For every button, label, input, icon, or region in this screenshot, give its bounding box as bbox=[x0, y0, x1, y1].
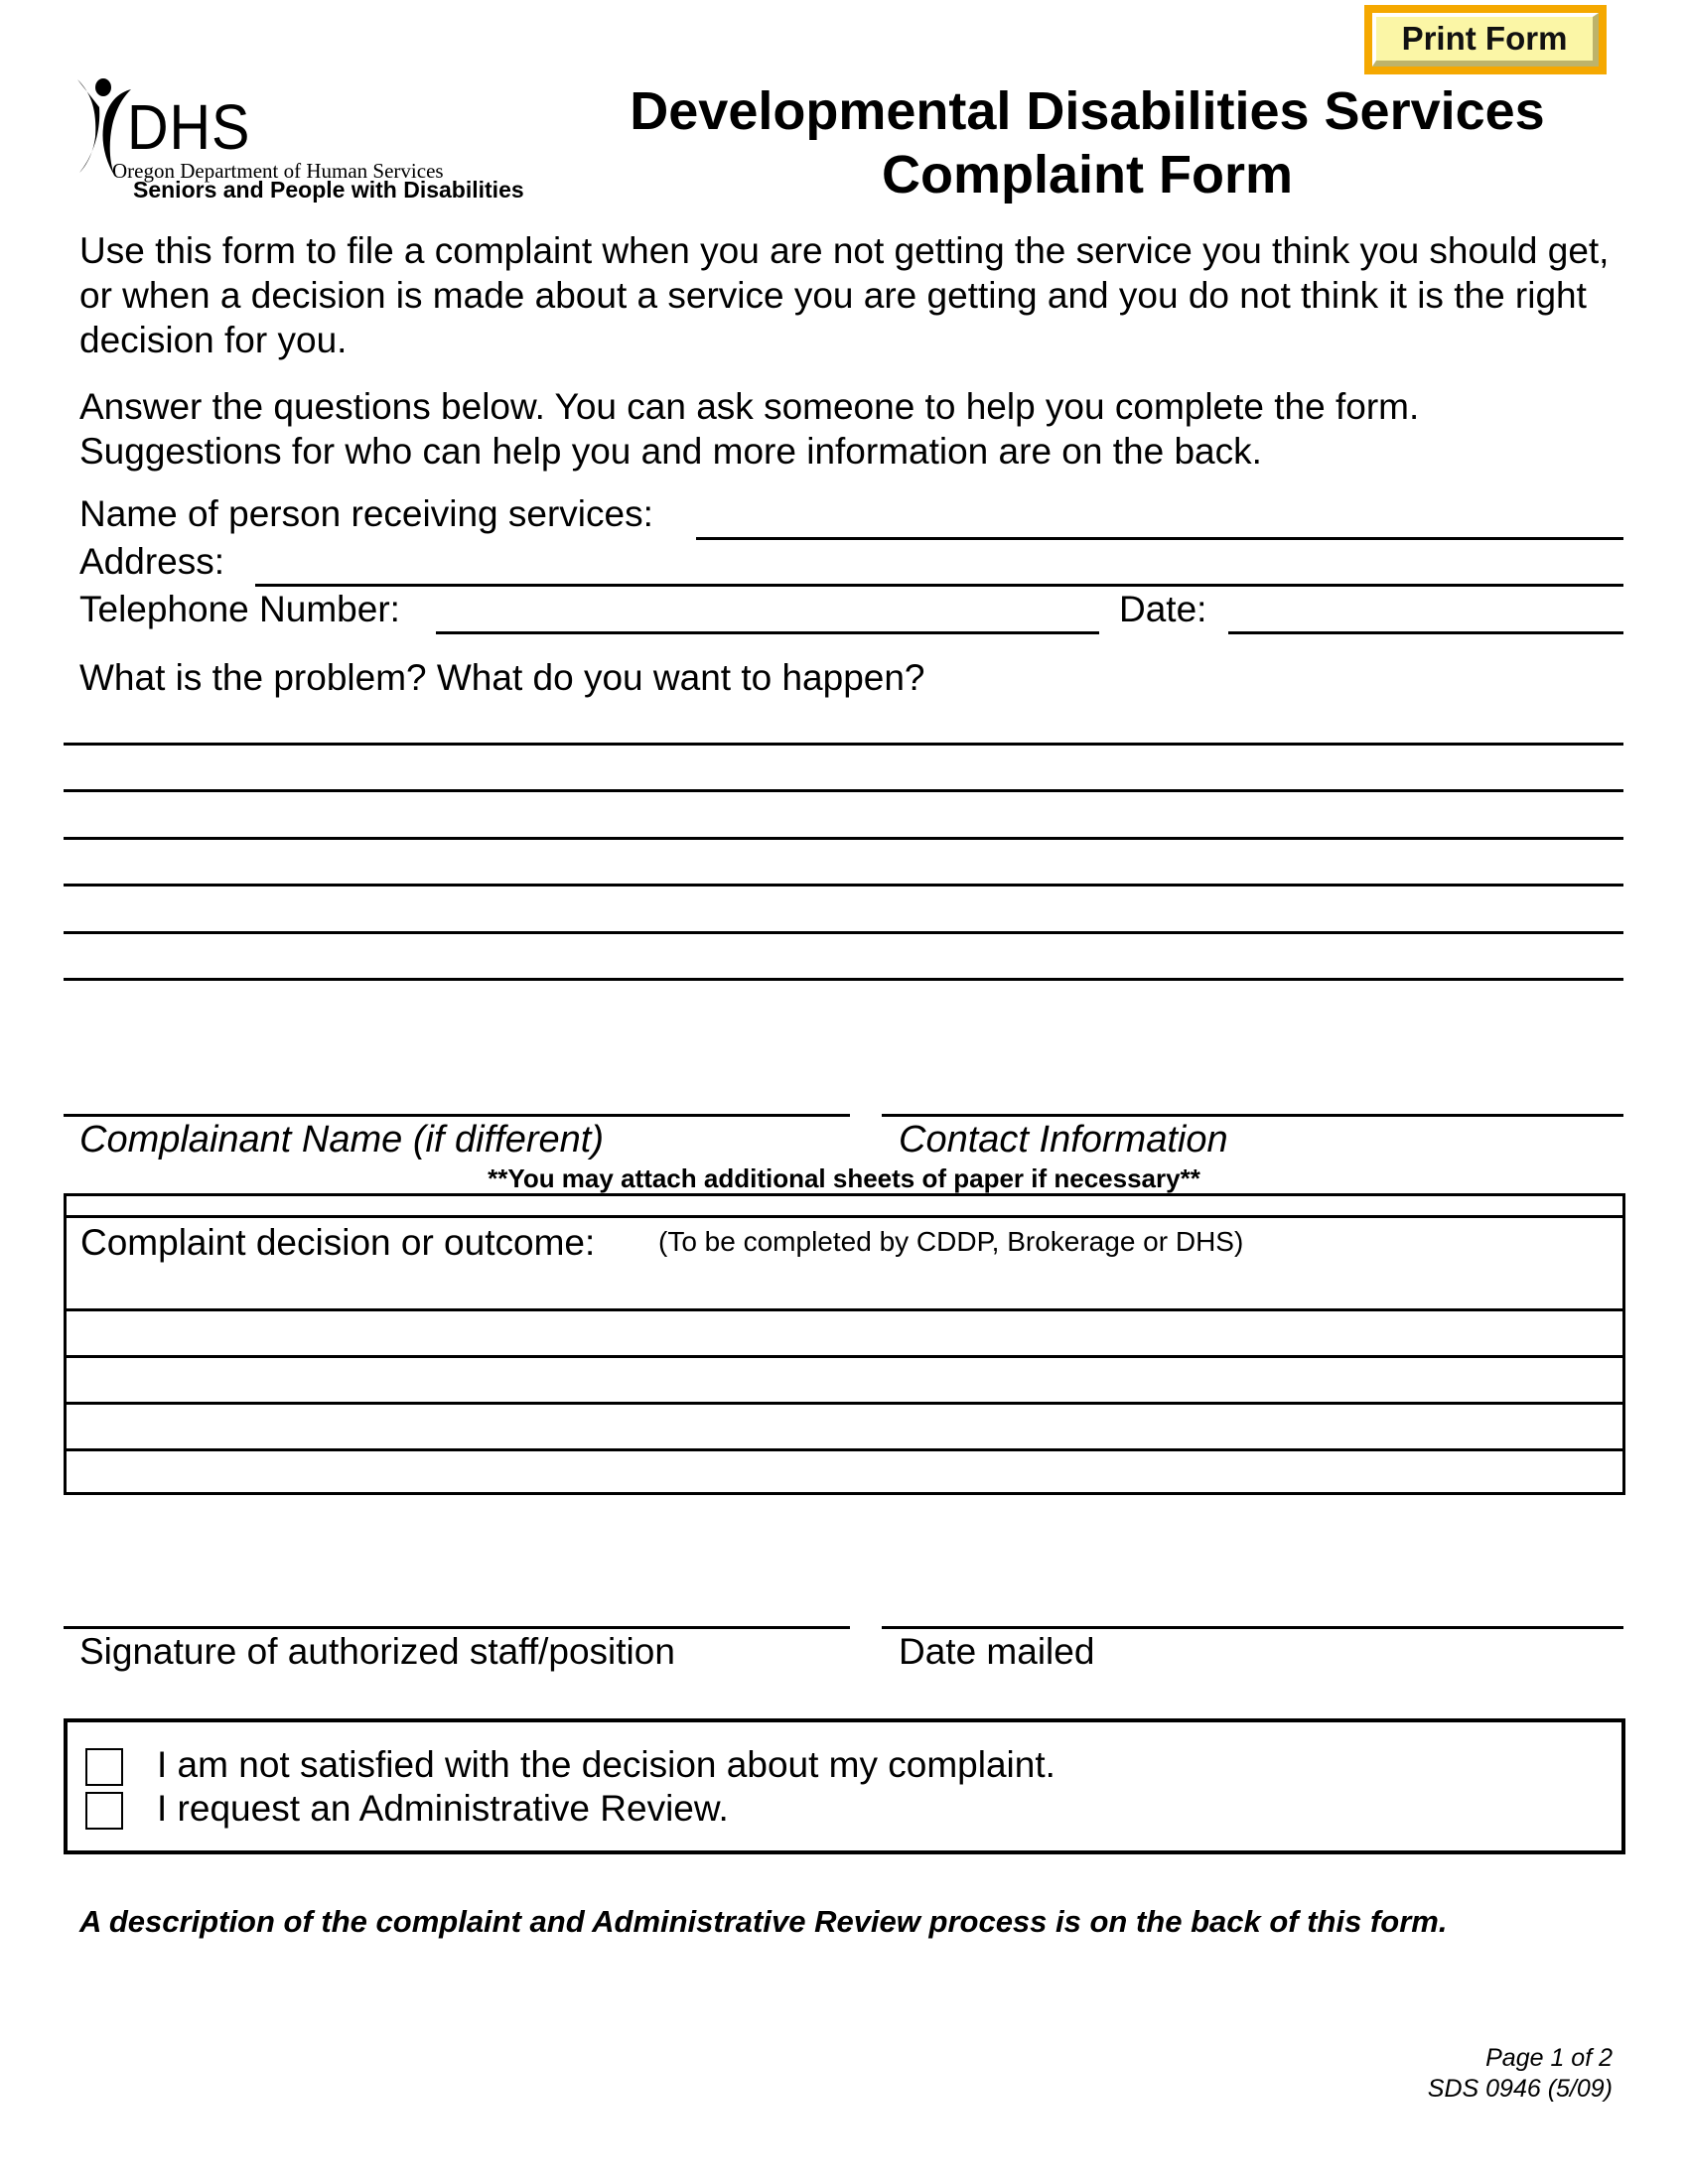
admin-review-checkbox[interactable] bbox=[85, 1792, 123, 1830]
page-title bbox=[536, 79, 1638, 206]
outcome-label: Complaint decision or outcome: bbox=[80, 1222, 596, 1263]
problem-line bbox=[64, 743, 1623, 746]
title-line-2: Complaint Form bbox=[882, 145, 1293, 205]
problem-line bbox=[64, 837, 1623, 840]
date-field[interactable] bbox=[1228, 631, 1623, 634]
problem-line bbox=[64, 789, 1623, 792]
not-satisfied-checkbox[interactable] bbox=[85, 1748, 123, 1786]
contact-info-field[interactable] bbox=[882, 1114, 1623, 1117]
name-label: Name of person receiving services: bbox=[79, 493, 653, 534]
intro-paragraph-2: Answer the questions below. You can ask someone to help you complete the form. Suggestions for who can help you and more information are on the back. bbox=[79, 386, 1420, 472]
date-mailed-field[interactable] bbox=[882, 1626, 1623, 1629]
print-form-label: Print Form bbox=[1372, 13, 1599, 67]
problem-line bbox=[64, 978, 1623, 981]
contact-info-label: Contact Information bbox=[899, 1119, 1228, 1160]
footer bbox=[1428, 2043, 1613, 2105]
problem-line bbox=[64, 884, 1623, 887]
not-satisfied-label: I am not satisfied with the decision about my complaint. bbox=[157, 1744, 1055, 1785]
logo-organization: Oregon Department of Human Services bbox=[112, 159, 444, 183]
problem-line bbox=[64, 931, 1623, 934]
logo-division: Seniors and People with Disabilities bbox=[133, 177, 524, 203]
complainant-name-label: Complainant Name (if different) bbox=[79, 1119, 604, 1160]
print-form-button[interactable] bbox=[1364, 5, 1607, 74]
telephone-field[interactable] bbox=[436, 631, 1099, 634]
address-label: Address: bbox=[79, 541, 225, 582]
admin-review-label: I request an Administrative Review. bbox=[157, 1788, 729, 1829]
page-number: Page 1 of 2 bbox=[1485, 2044, 1613, 2072]
name-field[interactable] bbox=[696, 537, 1623, 540]
title-line-1: Developmental Disabilities Services bbox=[630, 81, 1545, 141]
form-id: SDS 0946 (5/09) bbox=[1427, 2075, 1613, 2103]
date-mailed-label: Date mailed bbox=[899, 1631, 1095, 1672]
outcome-line bbox=[67, 1355, 1622, 1358]
back-of-form-note: A description of the complaint and Administrative Review process is on the back of this form. bbox=[79, 1904, 1448, 1939]
staff-signature-field[interactable] bbox=[64, 1626, 850, 1629]
intro-paragraph-1: Use this form to file a complaint when you are not getting the service you think you should get, or when a decision is made about a service you are getting and you do not think it is the right decision for you. bbox=[79, 230, 1610, 360]
outcome-sublabel: (To be completed by CDDP, Brokerage or DHS) bbox=[658, 1226, 1244, 1257]
outcome-line bbox=[67, 1402, 1622, 1405]
dhs-logo bbox=[75, 77, 532, 206]
attach-note: **You may attach additional sheets of paper if necessary** bbox=[488, 1163, 1200, 1193]
complainant-name-field[interactable] bbox=[64, 1114, 850, 1117]
date-label: Date: bbox=[1119, 589, 1207, 629]
outcome-box bbox=[64, 1193, 1625, 1495]
outcome-divider bbox=[67, 1215, 1622, 1218]
review-box bbox=[64, 1718, 1625, 1854]
outcome-line bbox=[67, 1308, 1622, 1311]
staff-signature-label: Signature of authorized staff/position bbox=[79, 1631, 675, 1672]
telephone-label: Telephone Number: bbox=[79, 589, 400, 629]
outcome-line bbox=[67, 1448, 1622, 1451]
logo-acronym: DHS bbox=[127, 91, 251, 163]
address-field[interactable] bbox=[255, 584, 1623, 587]
problem-label: What is the problem? What do you want to happen? bbox=[79, 657, 925, 698]
